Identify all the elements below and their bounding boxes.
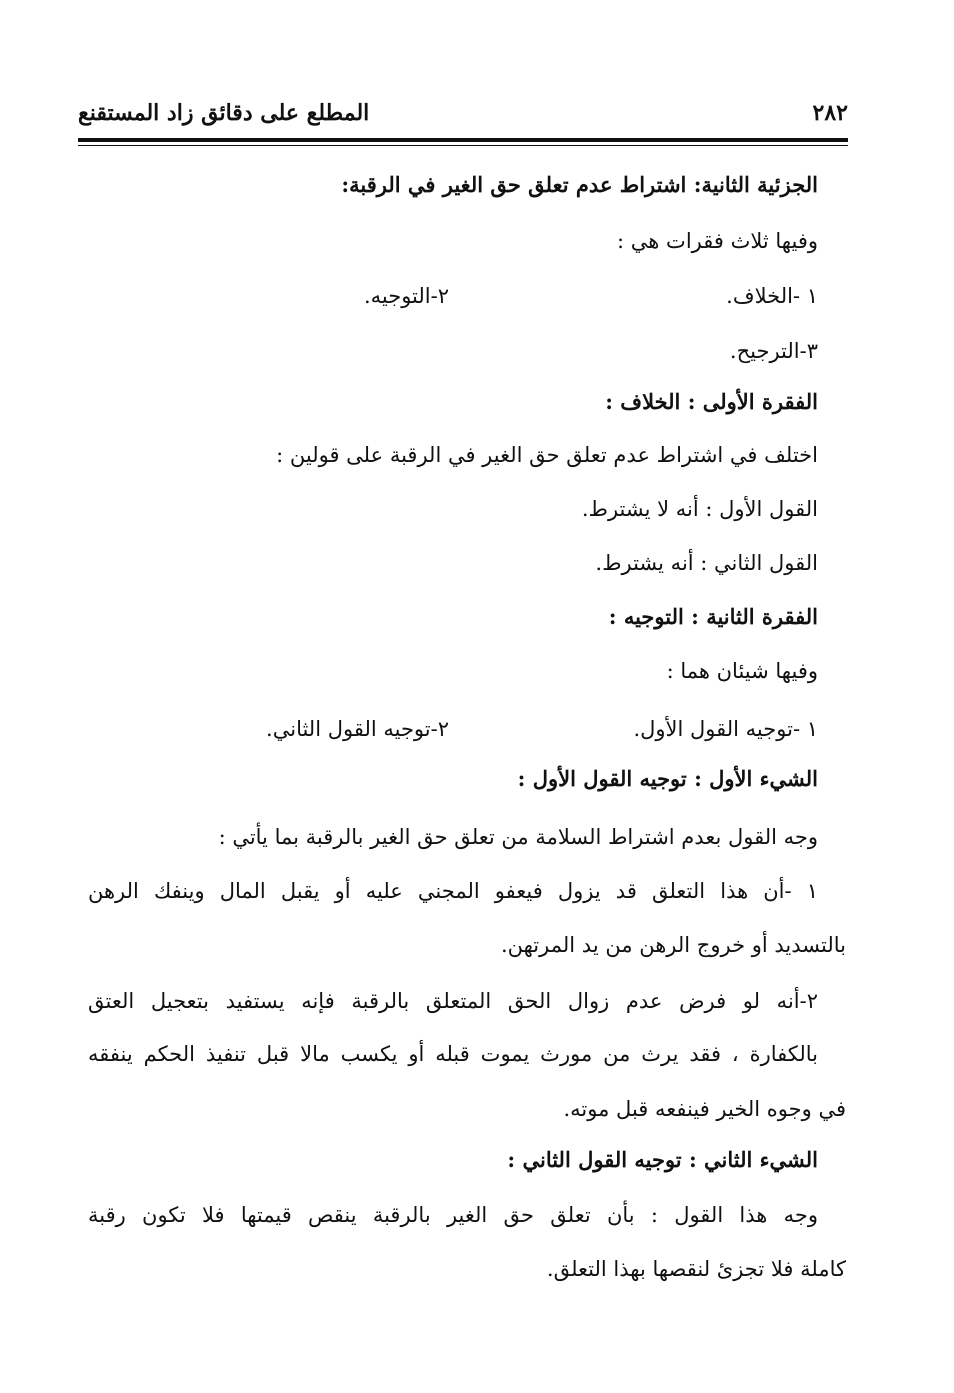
thing-2-line-1: وجه هذا القول : بأن تعلق حق الغير بالرقبة ينقص قيمتها فلا تكون رقبة [88, 1203, 818, 1227]
thing-heading-1: الشيء الأول : توجيه القول الأول : [517, 766, 818, 791]
intro-paragraphs: وفيها ثلاث فقرات هي : [617, 229, 818, 253]
point-2-line-2: بالكفارة ، فقد يرث من مورث يموت قبله أو يكسب مالا قبل تنفيذ الحكم ينفقه [88, 1042, 818, 1066]
opinion-second: القول الثاني : أنه يشترط. [595, 551, 818, 575]
header-rule-thin [78, 145, 848, 146]
list-item-disagreement: ١ -الخلاف. [726, 284, 818, 308]
point-2-line-3: في وجوه الخير فينفعه قبل موته. [563, 1097, 846, 1121]
paragraph-text: اختلف في اشتراط عدم تعلق حق الغير في الرقبة على قولين : [276, 443, 818, 467]
list-item-justification: ٢-التوجيه. [363, 284, 449, 308]
page-number: ٢٨٢ [812, 100, 848, 126]
paragraph-heading-2: الفقرة الثانية : التوجيه : [608, 604, 818, 629]
thing-2-line-2: كاملة فلا تجزئ لنقصها بهذا التعلق. [546, 1257, 846, 1281]
section-heading: الجزئية الثانية: اشتراط عدم تعلق حق الغير في الرقبة: [341, 172, 818, 197]
paragraph-intro: وفيها شيئان هما : [666, 659, 818, 683]
opinion-first: القول الأول : أنه لا يشترط. [581, 497, 818, 521]
point-2-line-1: ٢-أنه لو فرض عدم زوال الحق المتعلق بالرقبة فإنه يستفيد بتعجيل العتق [88, 989, 818, 1013]
page-header [78, 96, 848, 136]
list-item-second-opinion: ٢-توجيه القول الثاني. [266, 717, 449, 741]
point-1-line-1: ١ -أن هذا التعلق قد يزول فيعفو المجني عليه أو يقبل المال وينفك الرهن [88, 879, 818, 903]
thing-heading-2: الشيء الثاني : توجيه القول الثاني : [507, 1147, 818, 1172]
header-rule-thick [78, 138, 848, 142]
paragraph-heading-1: الفقرة الأولى : الخلاف : [605, 389, 818, 414]
point-1-line-2: بالتسديد أو خروج الرهن من يد المرتهن. [500, 933, 846, 957]
list-item-preference: ٣-الترجيح. [729, 339, 818, 363]
thing-intro: وجه القول بعدم اشتراط السلامة من تعلق حق الغير بالرقبة بما يأتي : [218, 825, 818, 849]
list-item-first-opinion: ١ -توجيه القول الأول. [633, 717, 818, 741]
book-title: المطلع على دقائق زاد المستقنع [78, 100, 370, 126]
